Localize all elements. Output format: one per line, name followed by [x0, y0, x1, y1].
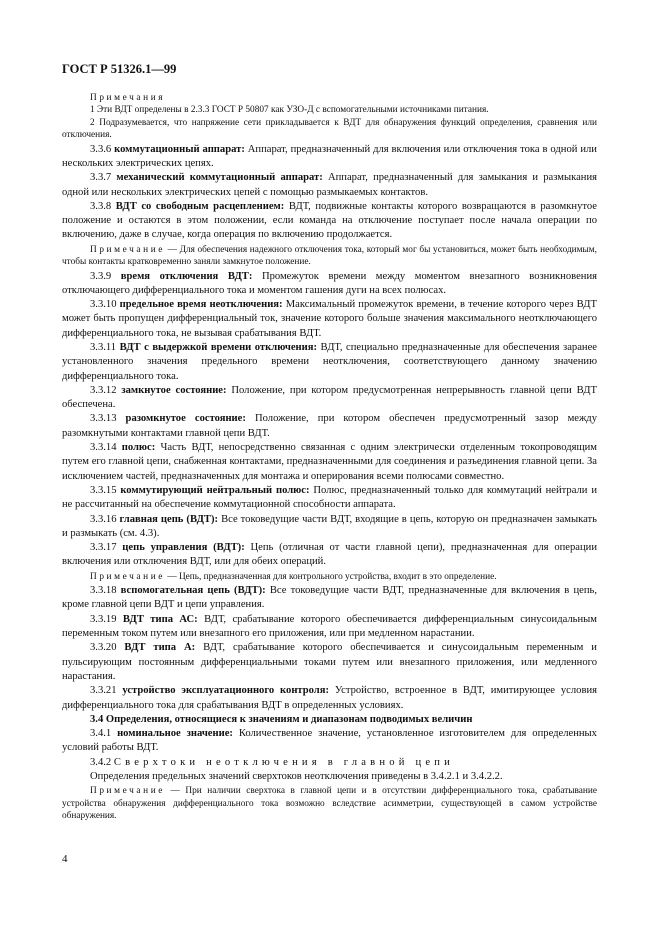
- note-text: — Цепь, предназначенная для контрольного устройства, входит в это определение.: [167, 571, 497, 582]
- item-term: цепь управления (ВДТ):: [122, 542, 245, 554]
- item-text: Количественное значение, установленное изготовителем для определенных условий работы ВДТ.: [62, 728, 597, 754]
- note-label: Примечание: [90, 244, 165, 255]
- item-3-3-19: [62, 613, 597, 642]
- page-content: [62, 92, 597, 823]
- item-number: 3.4.1: [90, 728, 112, 740]
- item-term: замкнутое состояние:: [121, 384, 227, 396]
- item-text: Все токоведущие части ВДТ, предназначенные для включения в цепь, кроме главной цепи ВДТ и цепи управления.: [62, 585, 597, 611]
- item-number: 3.3.20: [90, 642, 117, 654]
- item-number: 3.3.21: [90, 685, 117, 697]
- item-number: 3.3.6: [90, 143, 112, 155]
- item-text: Положение, при котором обеспечен предусмотренный зазор между разомкнутыми контактами главной цепи ВДТ.: [62, 413, 597, 439]
- item-term: разомкнутое состояние:: [125, 413, 246, 425]
- item-term: ВДТ типа А:: [124, 642, 196, 654]
- item-3-3-12: [62, 384, 597, 413]
- item-term: вспомогательная цепь (ВДТ):: [120, 585, 266, 597]
- item-3-3-13: [62, 412, 597, 441]
- item-3-3-11: [62, 341, 597, 384]
- item-3-3-16: [62, 513, 597, 542]
- item-term: механический коммутационный аппарат:: [116, 172, 323, 184]
- item-3-3-6: [62, 143, 597, 172]
- item-3-3-15: [62, 484, 597, 513]
- item-number: 3.3.15: [90, 484, 117, 496]
- item-text: Положение, при котором предусмотренная непрерывность главной цепи ВДТ обеспечена.: [62, 384, 597, 411]
- item-number: 3.3.16: [90, 513, 117, 525]
- item-3-4-1: [62, 727, 597, 756]
- item-3-3-10: [62, 298, 597, 341]
- item-number: 3.3.14: [90, 442, 117, 454]
- item-text: Промежуток времени между моментом внезапного возникновения отключающего дифференциального тока и моментом гашения дуги на всех полюсах.: [62, 270, 597, 296]
- item-3-3-18: [62, 584, 597, 613]
- item-3-3-8: [62, 200, 597, 243]
- item-term: главная цепь (ВДТ):: [119, 513, 219, 525]
- item-term: устройство эксплуатационного контроля:: [122, 685, 330, 697]
- item-text: Максимальный промежуток времени, в течение которого через ВДТ может быть пропущен дифференциальный ток, значение которого больше значения максимального неотключающего дифференциального тока, не вызывая срабатывания ВДТ.: [62, 299, 598, 339]
- item-text: ВДТ, срабатывание которого обеспечивается и синусоидальным переменным и пульсирующим постоянным дифференциальными токами путем или внезапного приложения, или медленного нарастания.: [62, 642, 597, 682]
- item-text: Все токоведущие части ВДТ, входящие в цепь, которую он предназначен замыкать и размыкать (см. 4.3).: [62, 513, 598, 539]
- item-number: 3.3.12: [90, 384, 117, 396]
- page-number: 4: [62, 853, 68, 865]
- item-text: Цепь (отличная от части главной цепи), предназначенная для операции включения или отключения ВДТ, или для обеих операций.: [62, 542, 597, 568]
- item-number: 3.3.18: [90, 585, 117, 597]
- item-3-4-2-title: [62, 756, 597, 770]
- item-text: ВДТ, подвижные контакты которого возвращаются в разомкнутое положение и остаются в этом положении, если команда на отключение поступает после начала операции по включению, даже в случае, когда операция по включению продолжается.: [62, 200, 597, 241]
- item-term: предельное время неотключения:: [119, 299, 283, 311]
- item-text: Аппарат, предназначенный для замыкания и размыкания одной или нескольких электрических цепей с помощью размыкаемых контактов.: [62, 172, 597, 198]
- item-3-4-2-text: Определения предельных значений сверхтоков неотключения приведены в 3.4.2.1 и 3.4.2.2.: [90, 771, 503, 783]
- item-text: Полюс, предназначенный только для коммутаций нейтрали и не рассчитанный на обеспечение коммутационной способности аппарата.: [62, 484, 597, 511]
- section-3-4-heading: 3.4 Определения, относящиеся к значениям и диапазонам подводимых величин: [90, 713, 473, 725]
- item-text: Часть ВДТ, непосредственно связанная с одним электрически отделенным токопроводящим путем его главной цепи, снабженная контактами, предназначенными для соединения и разъединения главной цепи. За исключением частей, предназначенных для монтажа и оперирования всеми полюсами совместно.: [62, 442, 597, 482]
- item-number: 3.3.8: [90, 200, 112, 212]
- item-text: ВДТ, специально предназначенные для обеспечения заранее установленного значения предельного времени неотключения, соответствующего данному значению дифференциального тока.: [62, 342, 597, 382]
- note-2: 2 Подразумевается, что напряжение сети прикладывается к ВДТ для обнаружения функций определения, сравнения или отключения.: [62, 117, 597, 141]
- item-term: время отключения ВДТ:: [120, 270, 253, 282]
- note-1: 1 Эти ВДТ определены в 2.3.3 ГОСТ Р 50807 как УЗО-Д с вспомогательными источниками питания.: [90, 105, 489, 116]
- item-number: 3.3.19: [90, 613, 117, 625]
- item-number: 3.3.7: [90, 172, 112, 184]
- item-number: 3.4.2: [90, 756, 112, 768]
- note-3-4-2: [62, 785, 597, 822]
- item-3-3-7: [62, 171, 597, 200]
- item-3-3-14: [62, 441, 597, 484]
- item-term: коммутационный аппарат:: [114, 143, 245, 155]
- item-term: ВДТ типа АС:: [122, 613, 198, 625]
- item-3-3-17: [62, 541, 597, 570]
- note-label: Примечание: [90, 571, 165, 582]
- note-3-3-8: [62, 244, 597, 269]
- item-term: коммутирующий нейтральный полюс:: [120, 484, 310, 496]
- item-term: номинальное значение:: [117, 728, 233, 740]
- note-3-3-17: [62, 571, 597, 583]
- item-text: Устройство, встроенное в ВДТ, имитирующее условия дифференциального тока для срабатывания ВДТ в определенных условиях.: [62, 685, 597, 711]
- item-term: ВДТ с выдержкой времени отключения:: [119, 342, 318, 353]
- item-3-3-9: [62, 270, 597, 299]
- item-term: полюс:: [121, 442, 156, 454]
- item-number: 3.3.13: [90, 413, 117, 425]
- item-number: 3.3.10: [90, 299, 117, 311]
- item-3-3-20: [62, 641, 597, 684]
- note-label: Примечание: [90, 786, 165, 797]
- note-text: — При наличии сверхтока в главной цепи и в отсутствии дифференциального тока, срабатывание устройства обнаружения дифференциального тока возможно вследствие асимметрии, существующей в самом устройстве обнаружения.: [62, 786, 597, 822]
- document-header: ГОСТ Р 51326.1—99: [62, 62, 177, 76]
- note-text: — Для обеспечения надежного отключения тока, который мог бы установиться, может быть необходимым, чтобы контакты кратковременно заняли замкнутое положение.: [62, 244, 597, 268]
- item-title: Сверхтоки неотключения в главной цепи: [113, 756, 454, 768]
- item-3-3-21: [62, 684, 597, 713]
- item-number: 3.3.11: [90, 342, 117, 353]
- item-term: ВДТ со свободным расцеплением:: [115, 200, 285, 212]
- item-number: 3.3.9: [90, 270, 112, 282]
- item-text: Аппарат, предназначенный для включения или отключения тока в одной или нескольких электрических цепях.: [62, 143, 597, 169]
- item-text: ВДТ, срабатывание которого обеспечивается дифференциальным синусоидальным переменным током путем или внезапного его приложения, или при медленном нарастании.: [62, 613, 597, 640]
- item-number: 3.3.17: [90, 542, 117, 554]
- notes-title: Примечания: [90, 93, 166, 103]
